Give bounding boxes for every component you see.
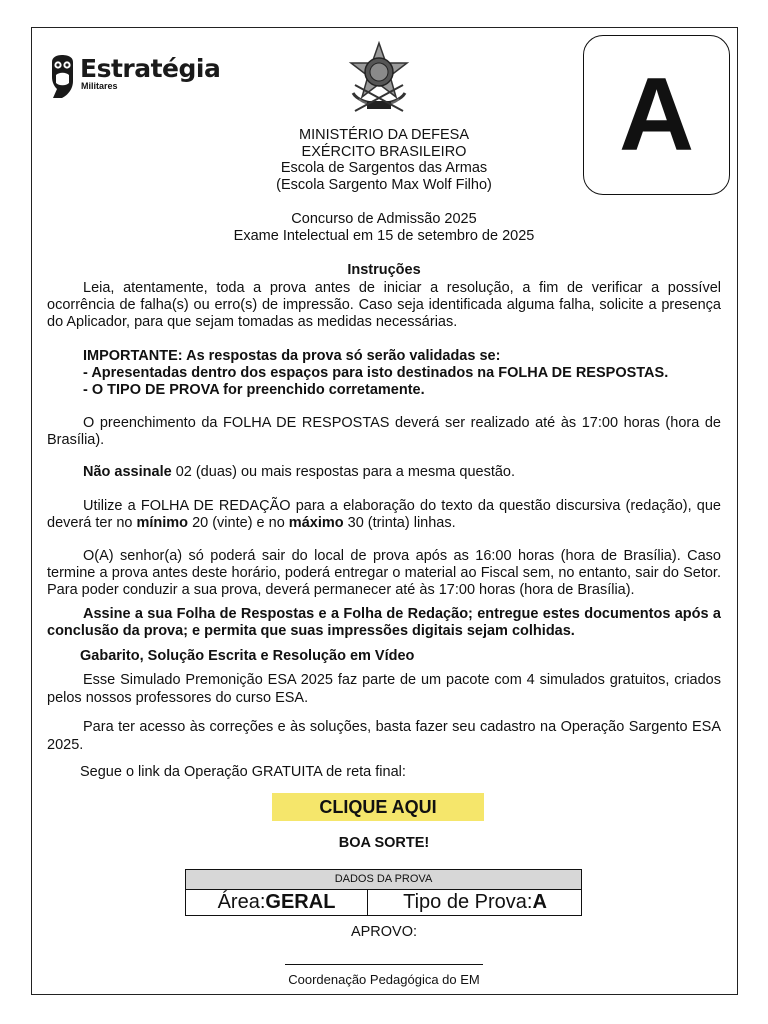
paragraph-read-carefully: Leia, atentamente, toda a prova antes de iniciar a resolução, a fim de verificar a possível ocorrência de falha(s) ou erro(s) de impressão. Caso seja identificada alguma falha, solicite a presença do Aplicador, para que sejam tomadas as medidas necessárias. <box>47 280 721 330</box>
contest-info <box>0 211 768 244</box>
paragraph-do-not-mark <box>47 464 721 481</box>
type-label: Tipo de Prova: <box>403 891 533 913</box>
do-not-mark-bold: Não assinale <box>83 464 172 480</box>
paragraph-link-intro: Segue o link da Operação GRATUITA de reta final: <box>80 764 406 780</box>
section-title-solutions: Gabarito, Solução Escrita e Resolução em Vídeo <box>80 648 415 664</box>
paragraph-sign-sheets: Assine a sua Folha de Respostas e a Folha de Redação; entregue estes documentos após a conclusão da prova; e permita que suas impressões digitais sejam colhidas. <box>47 606 721 639</box>
contest-title: Concurso de Admissão 2025 <box>291 211 477 227</box>
signature-line <box>285 964 483 965</box>
area-cell <box>186 890 368 915</box>
good-luck: BOA SORTE! <box>338 835 430 851</box>
essay-text: 20 (vinte) e no <box>188 515 289 531</box>
essay-text: Utilize a FOLHA DE REDAÇÃO para a elaboração do texto da questão discursiva (redação), que deverá ter no <box>47 498 721 531</box>
important-line: IMPORTANTE: As respostas da prova só serão validadas se: <box>83 348 501 364</box>
exam-type-letter: A <box>583 35 730 195</box>
header-line: EXÉRCITO BRASILEIRO <box>301 143 467 160</box>
area-label: Área: <box>217 891 266 913</box>
owl-icon <box>49 55 76 99</box>
essay-min: mínimo <box>136 515 189 531</box>
coat-of-arms-emblem <box>345 41 413 117</box>
exam-date: Exame Intelectual em 15 de setembro de 2025 <box>233 227 535 244</box>
paragraph-registration: Para ter acesso às correções e às soluções, basta fazer seu cadastro na Operação Sargento ESA 2025. <box>47 719 721 753</box>
important-line: - O TIPO DE PROVA for preenchido corretamente. <box>83 382 425 398</box>
exam-data-header: DADOS DA PROVA <box>186 870 581 890</box>
logo-sub: Militares <box>81 81 118 91</box>
header-line: Escola de Sargentos das Armas <box>280 160 488 176</box>
important-block <box>47 348 721 399</box>
type-cell <box>368 890 582 915</box>
signature-label: Coordenação Pedagógica do EM <box>288 972 480 987</box>
type-value: A <box>532 891 547 913</box>
exam-data-table <box>185 869 582 916</box>
essay-text: 30 (trinta) linhas. <box>343 515 456 531</box>
click-here-button[interactable]: CLIQUE AQUI <box>272 793 484 821</box>
header-line: MINISTÉRIO DA DEFESA <box>299 127 469 143</box>
important-line: - Apresentadas dentro dos espaços para isto destinados na FOLHA DE RESPOSTAS. <box>83 365 669 381</box>
paragraph-answer-sheet: O preenchimento da FOLHA DE RESPOSTAS deverá ser realizado até às 17:00 horas (hora de Brasília). <box>47 415 721 448</box>
paragraph-leave-time: O(A) senhor(a) só poderá sair do local de prova após as 16:00 horas (hora de Brasília). Caso termine a prova antes deste horário, poderá entregar o material ao Fiscal sem, no entanto, sair do Setor. Para poder conduzir a sua prova, deverá permanecer até às 17:00 horas (hora de Brasília). <box>47 548 721 598</box>
exam-data-row <box>186 890 581 915</box>
ministry-header <box>0 127 768 193</box>
approval-label: APROVO: <box>350 924 418 940</box>
area-value: GERAL <box>265 891 336 913</box>
essay-max: máximo <box>288 515 344 531</box>
estrategia-logo <box>49 55 220 99</box>
paragraph-essay-sheet <box>47 498 721 532</box>
paragraph-simulado: Esse Simulado Premonição ESA 2025 faz parte de um pacote com 4 simulados gratuitos, criados pelos nossos professores do curso ESA. <box>47 672 721 706</box>
do-not-mark-rest: 02 (duas) ou mais respostas para a mesma questão. <box>171 464 516 480</box>
header-line: (Escola Sargento Max Wolf Filho) <box>276 176 492 193</box>
logo-name: Estratégia <box>80 54 221 83</box>
instructions-title: Instruções <box>347 262 421 278</box>
